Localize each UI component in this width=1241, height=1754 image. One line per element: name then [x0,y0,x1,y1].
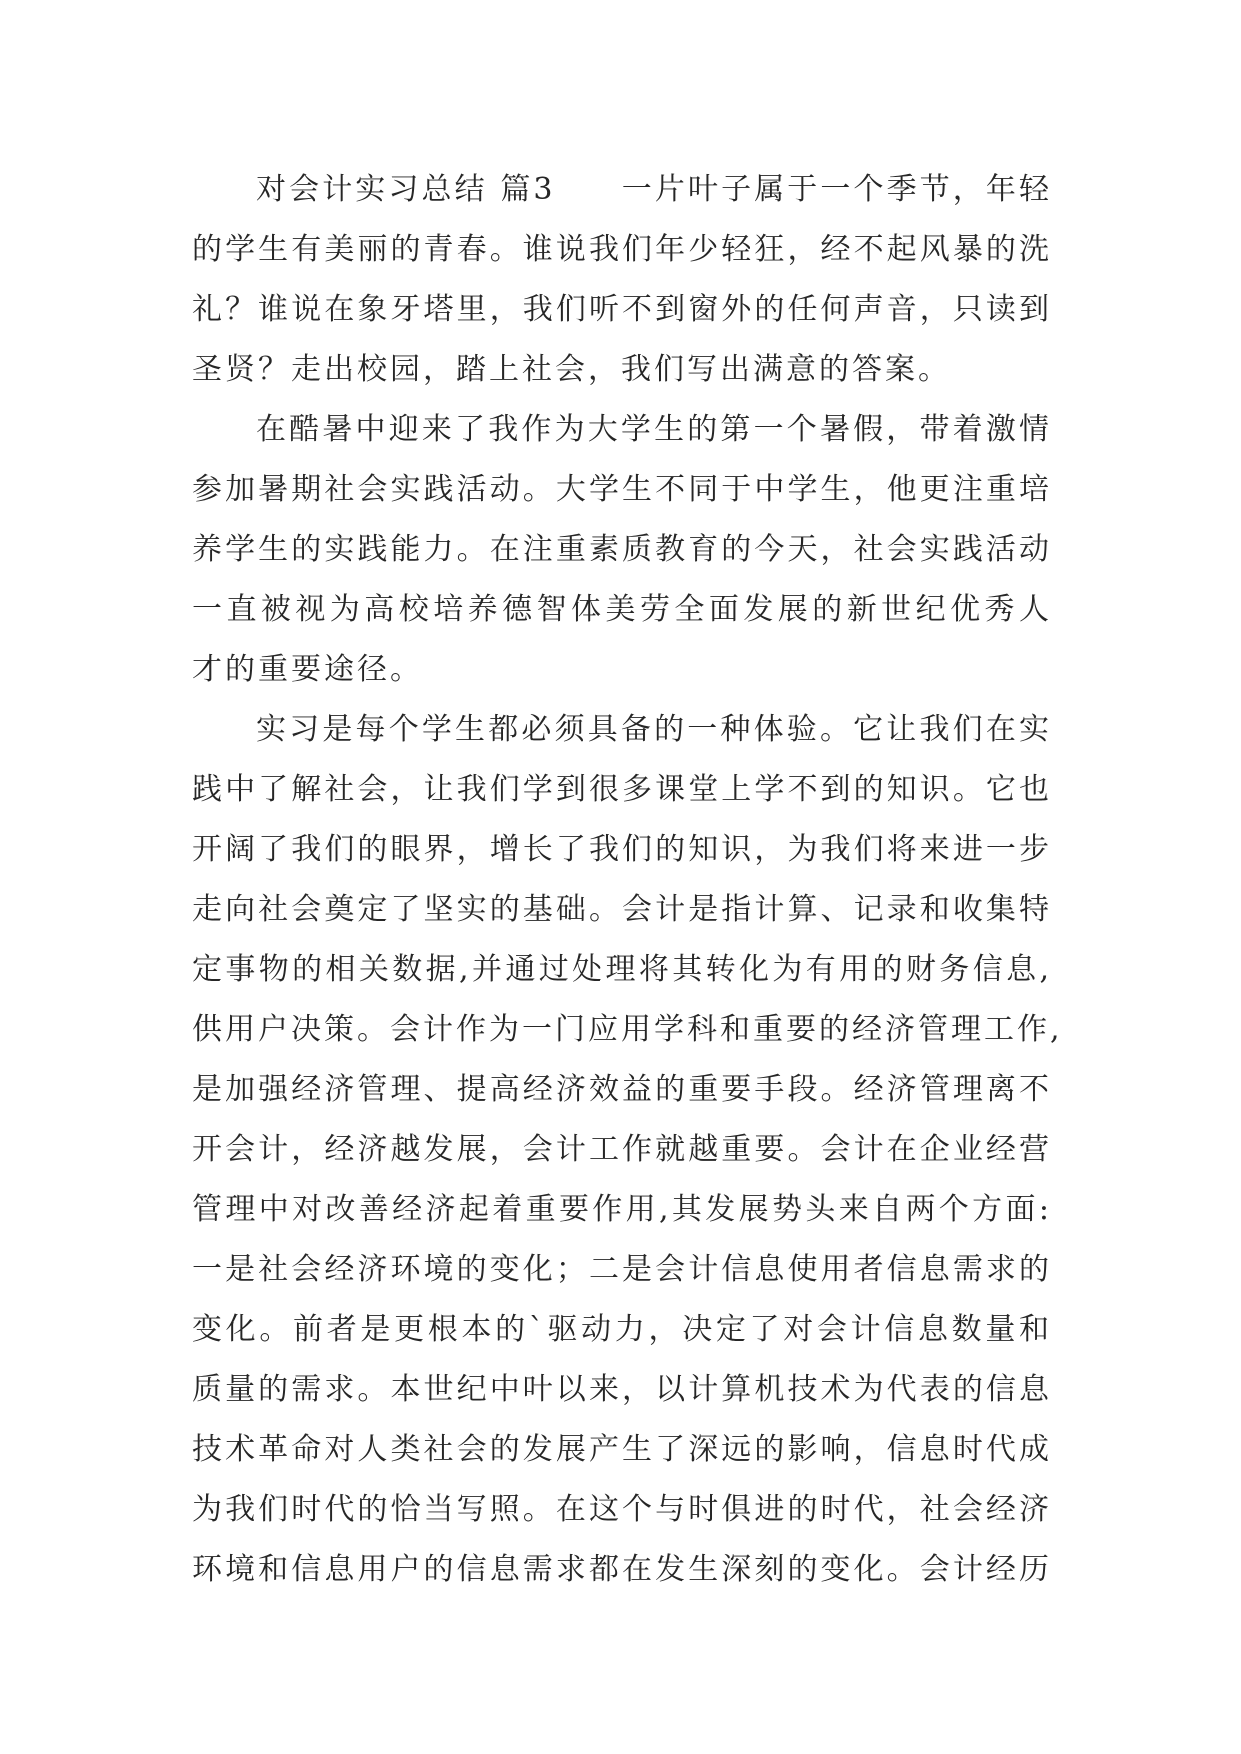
text-line: 对会计实习总结 篇3 一片叶子属于一个季节，年轻 [256,172,1052,207]
paragraph-1 [192,160,1052,400]
text-line: 在酷暑中迎来了我作为大学生的第一个暑假，带着激情 [256,412,1052,447]
text-line: 践中了解社会，让我们学到很多课堂上学不到的知识。它也 [192,772,1052,807]
text-line: 开会计，经济越发展，会计工作就越重要。会计在企业经营 [192,1132,1052,1167]
text-line: 实习是每个学生都必须具备的一种体验。它让我们在实 [256,712,1052,747]
text-line: 一是社会经济环境的变化；二是会计信息使用者信息需求的 [192,1252,1052,1287]
text-line: 管理中对改善经济起着重要作用,其发展势头来自两个方面: [192,1192,1052,1227]
text-line: 定事物的相关数据,并通过处理将其转化为有用的财务信息, [192,952,1052,987]
text-line: 环境和信息用户的信息需求都在发生深刻的变化。会计经历 [192,1552,1052,1587]
text-line: 质量的需求。本世纪中叶以来，以计算机技术为代表的信息 [192,1372,1052,1407]
text-line: 养学生的实践能力。在注重素质教育的今天，社会实践活动 [192,532,1052,567]
text-line: 的学生有美丽的青春。谁说我们年少轻狂，经不起风暴的洗 [192,232,1052,267]
document-body [192,160,1063,1600]
text-line: 供用户决策。会计作为一门应用学科和重要的经济管理工作, [192,1012,1063,1047]
text-line: 走向社会奠定了坚实的基础。会计是指计算、记录和收集特 [192,892,1052,927]
text-line: 参加暑期社会实践活动。大学生不同于中学生，他更注重培 [192,472,1052,507]
text-line: 圣贤？走出校园，踏上社会，我们写出满意的答案。 [192,352,951,387]
text-line: 变化。前者是更根本的`驱动力，决定了对会计信息数量和 [192,1312,1052,1347]
text-line: 礼？谁说在象牙塔里，我们听不到窗外的任何声音，只读到 [192,292,1052,327]
text-line: 一直被视为高校培养德智体美劳全面发展的新世纪优秀人 [192,592,1052,627]
text-line: 才的重要途径。 [192,652,423,687]
paragraph-3 [192,700,1063,1600]
text-line: 是加强经济管理、提高经济效益的重要手段。经济管理离不 [192,1072,1052,1107]
text-line: 技术革命对人类社会的发展产生了深远的影响，信息时代成 [192,1432,1052,1467]
text-line: 开阔了我们的眼界，增长了我们的知识，为我们将来进一步 [192,832,1052,867]
paragraph-2 [192,400,1052,700]
text-line: 为我们时代的恰当写照。在这个与时俱进的时代，社会经济 [192,1492,1052,1527]
